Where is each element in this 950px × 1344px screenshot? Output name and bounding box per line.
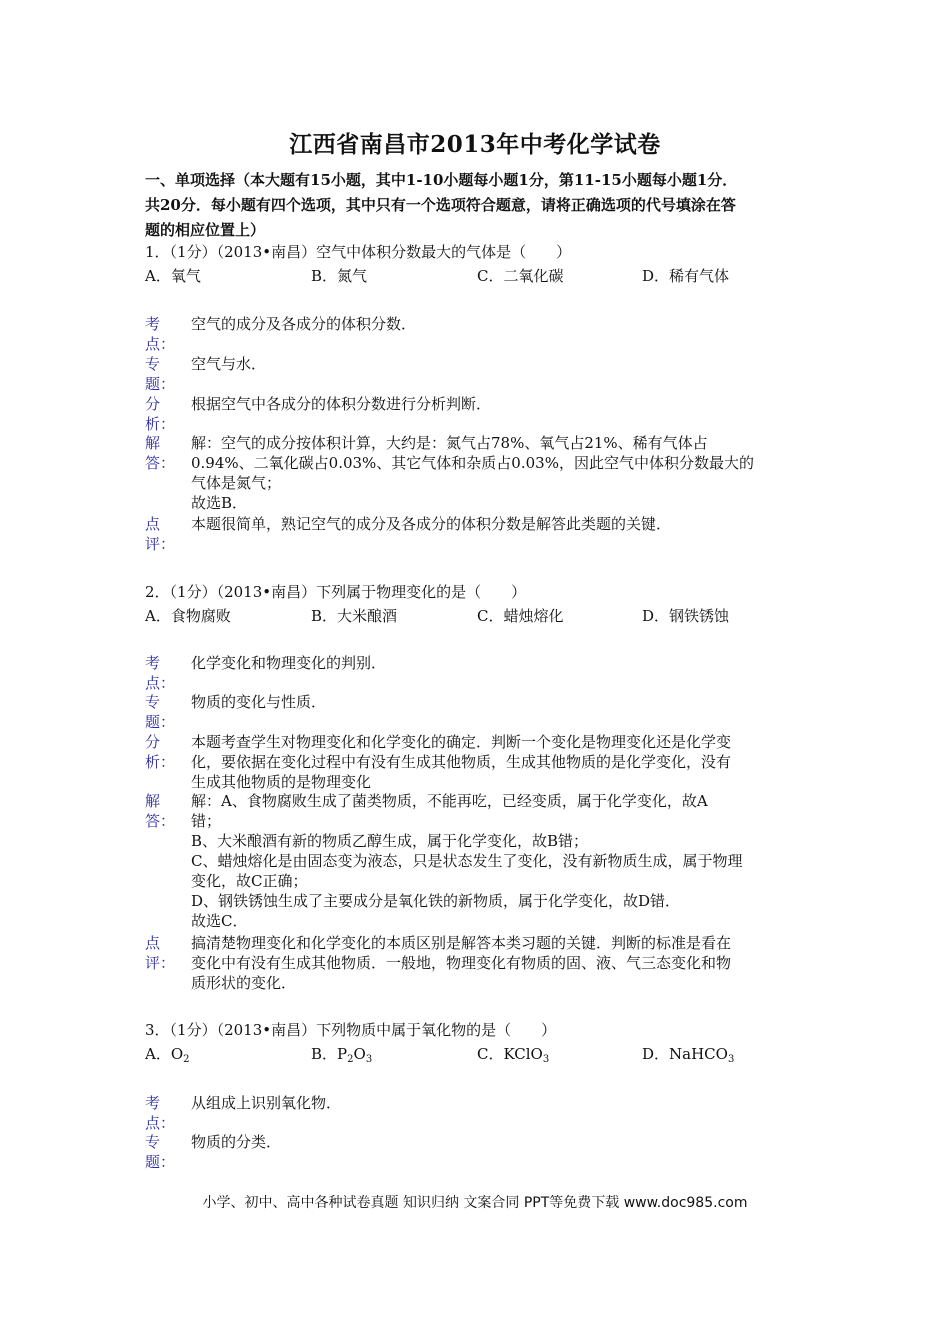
kaodian-label: 考 点： [145, 654, 176, 692]
jieda-label: 解 答： [145, 792, 176, 830]
question-1-options [145, 265, 810, 289]
dianping-text: 本题很简单，熟记空气的成分及各成分的体积分数是解答此类题的关键． [191, 515, 672, 533]
zhuanti-label: 专 题： [145, 693, 176, 731]
kaodian-text: 从组成上识别氧化物． [191, 1094, 342, 1112]
question-3-stem: 3．（1分）（2013•南昌）下列物质中属于氧化物的是（ ） [145, 1021, 557, 1039]
jieda-text: 解：空气的成分按体积计算，大约是：氮气占78%、氧气占21%、稀有气体占 0.94%、二氧化碳占0.03%、其它气体和杂质占0.03%，因此空气中体积分数最大的 气体是氮气； 故选B． [191, 434, 754, 512]
option-b: B．$P_2O_3$ [311, 1045, 373, 1065]
option-c: C．蜡烛熔化 [477, 607, 564, 625]
zhuanti-text: 物质的变化与性质． [191, 693, 327, 711]
option-c: C．二氧化碳 [477, 267, 564, 285]
jieda-label: 解 答： [145, 434, 176, 472]
kaodian-text: 空气的成分及各成分的体积分数． [191, 315, 417, 333]
option-c: C．KClO$_3$ [477, 1045, 550, 1065]
option-d: D．钢铁锈蚀 [642, 607, 730, 625]
section-line: 题的相应位置上） [145, 221, 266, 239]
fenxi-label: 分 析： [145, 733, 176, 771]
option-d: D．稀有气体 [642, 267, 730, 285]
section-line: 共20分．每小题有四个选项，其中只有一个选项符合题意，请将正确选项的代号填涂在答 [145, 196, 736, 214]
kaodian-label: 考 点： [145, 1094, 176, 1132]
dianping-label: 点 评： [145, 515, 176, 553]
section-instructions [145, 168, 810, 243]
dianping-text: 搞清楚物理变化和化学变化的本质区别是解答本类习题的关键．判断的标准是看在 变化中有没有生成其他物质．一般地，物理变化有物质的固、液、气三态变化和物 质形状的变化． [191, 934, 732, 992]
jieda-text: 解：A、食物腐败生成了菌类物质，不能再吃，已经变质，属于化学变化，故A 错； B、大米酿酒有新的物质乙醇生成，属于化学变化，故B错； C、蜡烛熔化是由固态变为液态，只是状态发生了变化，没有新物质生成，属于物理 变化，故C正确； D、钢铁锈蚀生成了主要成分是氧化铁的新物质，属于化学变化，故D错． 故选C． [191, 792, 743, 930]
question-1-stem: 1．（1分）（2013•南昌）空气中体积分数最大的气体是（ ） [145, 243, 572, 261]
section-line: 一、单项选择（本大题有15小题，其中1-10小题每小题1分，第11-15小题每小题1分． [145, 171, 738, 189]
kaodian-text: 化学变化和物理变化的判别． [191, 654, 387, 672]
kaodian-label: 考 点： [145, 315, 176, 353]
option-b: B．氮气 [311, 267, 368, 285]
option-b: B．大米酿酒 [311, 607, 398, 625]
zhuanti-text: 空气与水． [191, 355, 267, 373]
question-2-options [145, 605, 810, 629]
option-d: D．NaHCO$_3$ [642, 1045, 735, 1065]
question-3-options [145, 1043, 810, 1067]
zhuanti-text: 物质的分类． [191, 1133, 282, 1151]
question-2-stem: 2．（1分）（2013•南昌）下列属于物理变化的是（ ） [145, 583, 527, 601]
footer-text: 小学、初中、高中各种试卷真题 知识归纳 文案合同 PPT等免费下载 www.doc985.com [202, 1195, 748, 1211]
fenxi-text: 根据空气中各成分的体积分数进行分析判断． [191, 395, 492, 413]
dianping-label: 点 评： [145, 934, 176, 972]
page-title: 江西省南昌市2013年中考化学试卷 [289, 131, 661, 158]
option-a: A．食物腐败 [145, 607, 231, 625]
fenxi-label: 分 析： [145, 395, 176, 433]
zhuanti-label: 专 题： [145, 355, 176, 393]
option-a: A．$O_2$ [145, 1045, 190, 1065]
option-a: A．氧气 [145, 267, 201, 285]
zhuanti-label: 专 题： [145, 1133, 176, 1171]
fenxi-text: 本题考查学生对物理变化和化学变化的确定．判断一个变化是物理变化还是化学变 化，要依据在变化过程中有没有生成其他物质，生成其他物质的是化学变化，没有 生成其他物质的是物理变化 [191, 733, 732, 791]
